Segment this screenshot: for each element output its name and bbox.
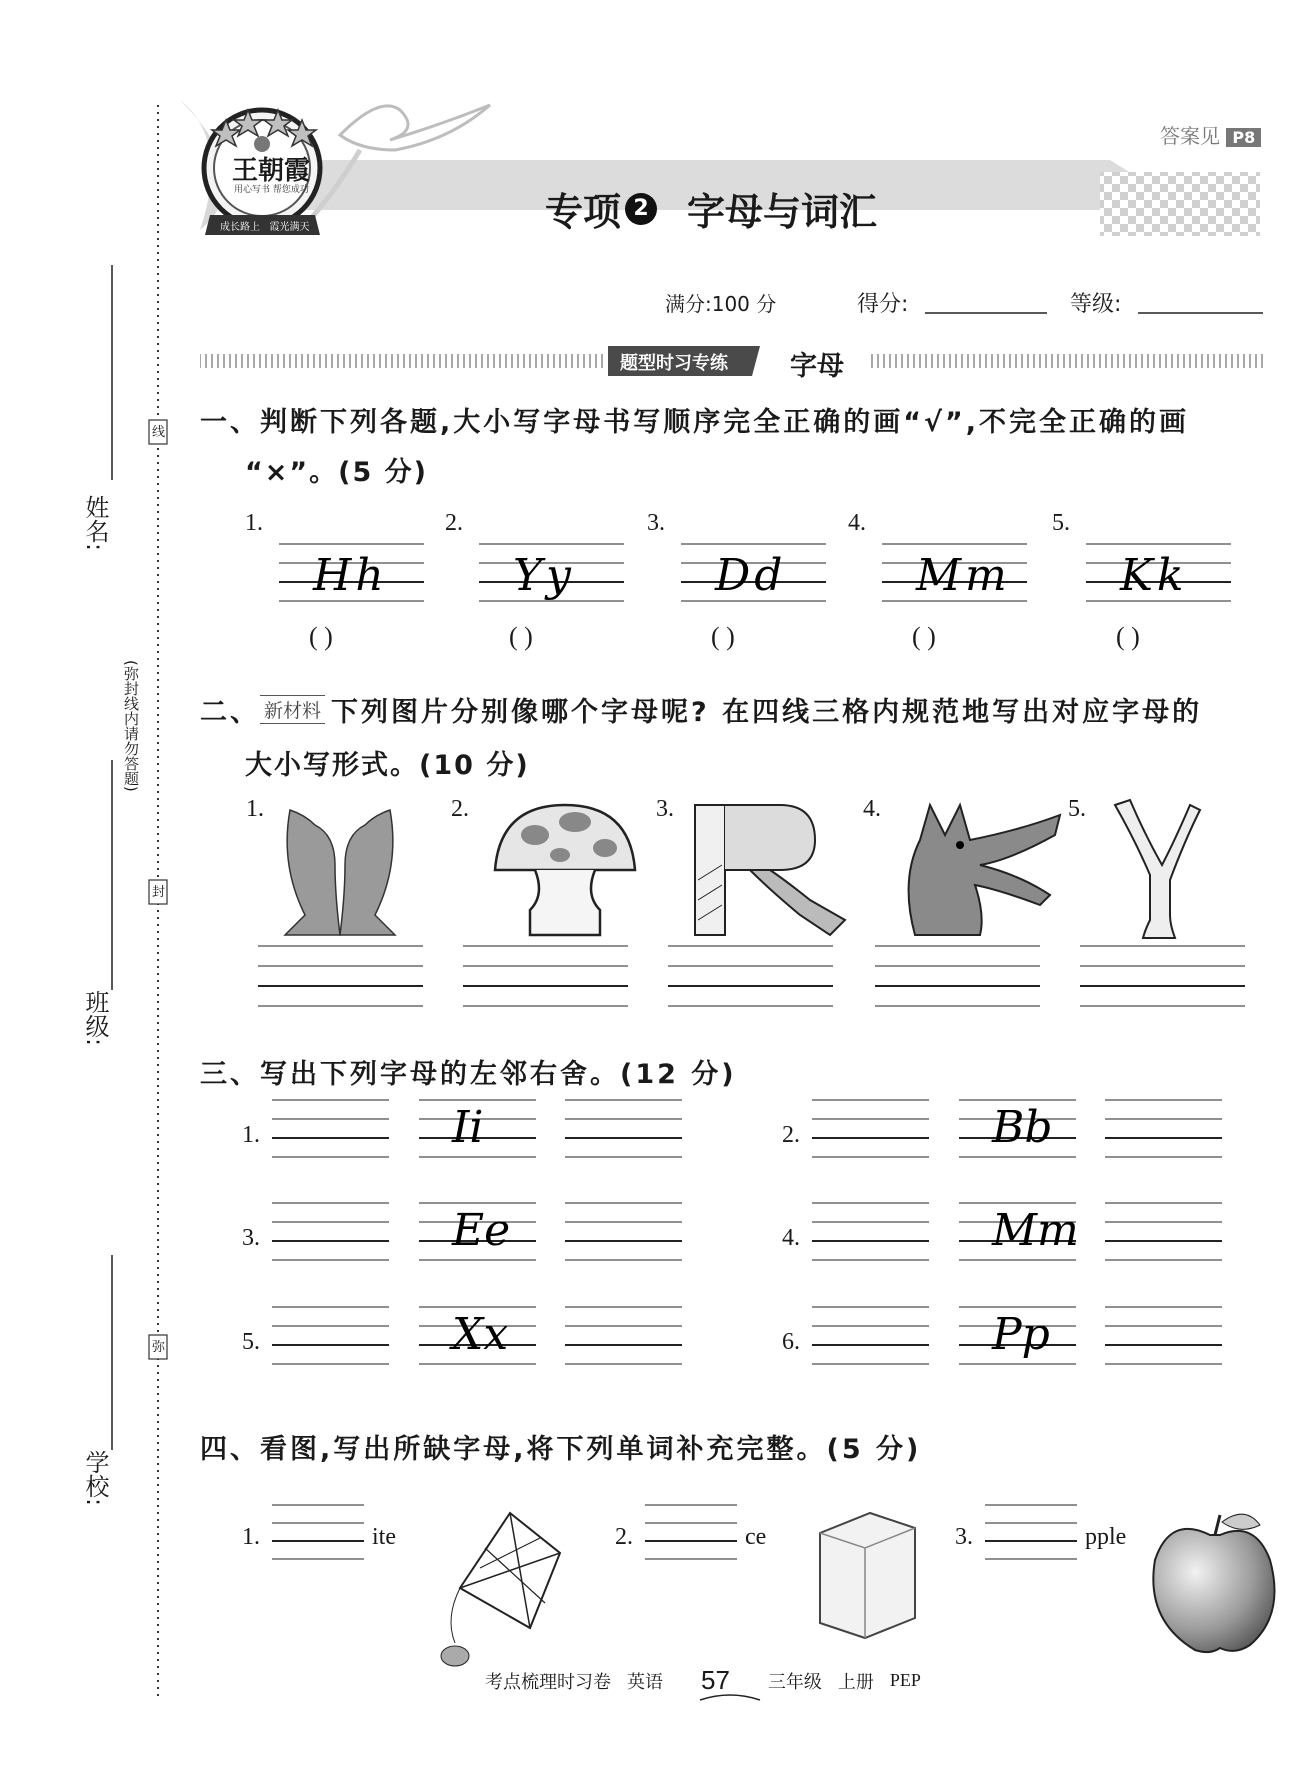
word-suffix: pple [1085, 1524, 1127, 1550]
page-title [545, 181, 877, 236]
q2-title-text: 下列图片分别像哪个字母呢? 在四线三格内规范地写出对应字母的 [331, 697, 1203, 728]
q3-given-letter: Bb [992, 1102, 1053, 1153]
q3-line-groups [272, 1100, 1222, 1364]
q1-title-line2: “×”。(5 分) [245, 457, 428, 488]
title-number-badge: 2 [625, 193, 657, 225]
slide-picture [695, 805, 845, 935]
footer-grade: 三年级 [767, 1671, 822, 1693]
name-label: 姓名: [81, 495, 109, 552]
section-ticks-left [200, 354, 605, 368]
q3-given-letter: Xx [452, 1309, 509, 1360]
q3-item-number: 5. [242, 1329, 260, 1355]
q1-item-number: 3. [647, 510, 665, 536]
q1-letter-pair: Mm [916, 550, 1011, 601]
title-text: 字母与词汇 [687, 190, 878, 234]
q3-given-letter: Mm [992, 1205, 1079, 1256]
q1-item-number: 2. [445, 510, 463, 536]
grade-label: 等级: [1070, 292, 1122, 317]
q4-item-number: 2. [615, 1524, 633, 1550]
score-label: 得分: [857, 292, 909, 317]
q2-item-number: 4. [863, 796, 881, 822]
footer-subject: 英语 [627, 1671, 663, 1693]
q1-letter-pair: Yy [513, 550, 575, 601]
kite-picture [441, 1513, 560, 1666]
section-topic: 字母 [790, 351, 844, 382]
mushroom-picture [495, 805, 635, 935]
section-ticks-right [868, 354, 1266, 368]
q1-letter-samples [312, 550, 1188, 601]
q4-item-number: 1. [242, 1524, 260, 1550]
q3-given-letter: Ii [452, 1102, 484, 1153]
title-prefix: 专项 [545, 190, 622, 234]
q3-item-number: 3. [242, 1225, 260, 1251]
sealed-line-warning: (弥封线内请勿答题) [122, 660, 140, 792]
brand-ribbon [220, 218, 310, 233]
q1-title-line1: 一、判断下列各题,大小写字母书写顺序完全正确的画“√”,不完全正确的画 [200, 407, 1190, 438]
brand-ribbon-left: 成长路上 [220, 222, 260, 233]
page-number: 57 [701, 1665, 730, 1695]
q2-title-line1 [200, 690, 1202, 729]
q3-given-letters [449, 1102, 1079, 1360]
answer-paren: ( ) [711, 622, 735, 651]
full-score: 满分:100 分 [665, 292, 777, 316]
answer-paren: ( ) [509, 622, 533, 651]
cut-line-mark: 线 [152, 425, 166, 440]
footer-book: 考点梳理时习卷 [485, 1671, 611, 1693]
wolf-picture [909, 805, 1060, 935]
q3-title: 三、写出下列字母的左邻右舍。(12 分) [200, 1059, 737, 1090]
q2-tag: 新材料 [260, 695, 325, 724]
q2-item-number: 2. [451, 796, 469, 822]
cut-seal-mark: 封 [152, 885, 166, 900]
q3-item-number: 4. [782, 1225, 800, 1251]
brand-ribbon-right: 霞光满天 [269, 222, 310, 233]
branch-picture [1115, 800, 1200, 938]
q2-line-groups [258, 946, 1245, 1006]
q1-item-number: 1. [245, 510, 263, 536]
ice-cube-picture [820, 1513, 915, 1638]
q1-letter-pair: Kk [1120, 550, 1188, 601]
q3-given-letter: Ee [452, 1205, 511, 1256]
answer-paren: ( ) [1116, 622, 1140, 651]
answer-paren: ( ) [912, 622, 936, 651]
q1-item-number: 4. [848, 510, 866, 536]
brand-tagline [234, 182, 309, 195]
q3-item-number: 2. [782, 1122, 800, 1148]
q2-prefix: 二、 [200, 697, 260, 728]
q4-title: 四、看图,写出所缺字母,将下列单词补充完整。(5 分) [200, 1434, 922, 1465]
word-suffix: ce [745, 1524, 767, 1550]
answer-paren: ( ) [309, 622, 333, 651]
section-tag: 题型时习专练 [620, 353, 728, 374]
q4-item-number: 3. [955, 1524, 973, 1550]
brand-tag-2: 帮您成功 [272, 185, 309, 195]
q3-item-number: 1. [242, 1122, 260, 1148]
q3-item-number: 6. [782, 1329, 800, 1355]
cut-mi-mark: 弥 [152, 1340, 166, 1355]
q1-letter-pair: Hh [313, 550, 388, 601]
school-label: 学校: [81, 1450, 109, 1507]
q1-letter-pair: Dd [715, 550, 787, 601]
brand-tag-1: 用心写书 [234, 185, 271, 195]
footer [485, 1665, 921, 1696]
footer-volume: 上册 [837, 1671, 874, 1693]
answer-page-badge: P8 [1226, 128, 1261, 147]
q2-title-line2: 大小写形式。(10 分) [245, 750, 530, 781]
word-suffix: ite [372, 1524, 396, 1550]
brand-name: 王朝霞 [232, 156, 311, 186]
apple-picture [1153, 1514, 1274, 1652]
class-label: 班级: [81, 990, 109, 1047]
seals-picture [285, 810, 395, 935]
answer-ref-text: 答案见 [1160, 124, 1220, 148]
answer-reference [1160, 120, 1261, 149]
q3-given-letter: Pp [992, 1309, 1050, 1360]
q2-item-number: 3. [656, 796, 674, 822]
q1-item-number: 5. [1052, 510, 1070, 536]
q2-item-number: 1. [246, 796, 264, 822]
q2-item-number: 5. [1068, 796, 1086, 822]
footer-edition: PEP [889, 1670, 921, 1690]
